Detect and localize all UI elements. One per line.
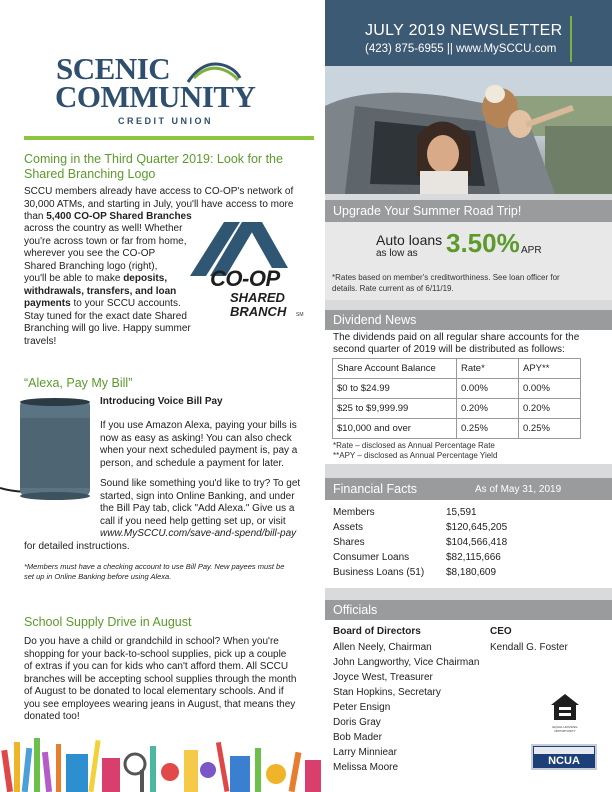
table-cell: 0.25% bbox=[457, 419, 519, 439]
coop-line: Shared Branching logo (right), bbox=[24, 260, 158, 272]
coop-line bbox=[24, 273, 167, 286]
board-title: Board of Directors bbox=[333, 626, 421, 637]
coop-logo-shared: SHARED bbox=[230, 290, 285, 305]
mountain-swoosh-icon bbox=[186, 56, 242, 86]
board-member: Doris Gray bbox=[333, 717, 381, 728]
alexa-line: call if you need help getting set up, or visit bbox=[100, 515, 286, 527]
alexa-line: Sound like something you'd like to try? To get bbox=[100, 478, 301, 489]
coop-logo-branch: BRANCH bbox=[230, 304, 287, 319]
echo-speaker-image bbox=[0, 398, 96, 502]
ceo-name: Kendall G. Foster bbox=[490, 642, 568, 653]
table-header-row bbox=[333, 359, 581, 379]
coop-logo-sm: SM bbox=[296, 312, 304, 318]
fact-label: Shares bbox=[333, 537, 365, 548]
fact-value: $8,180,609 bbox=[446, 567, 497, 578]
table-cell: 0.20% bbox=[457, 399, 519, 419]
logo-credit-union: CREDIT UNION bbox=[118, 116, 213, 126]
coop-line: Branching will go live. Happy summer bbox=[24, 323, 191, 334]
rate-note: *Rate – disclosed as Annual Percentage Rate bbox=[333, 441, 495, 450]
table-row bbox=[333, 379, 581, 399]
contact-line: (423) 875-6955 || www.MySCCU.com bbox=[365, 43, 557, 55]
alexa-line: now as easy as asking! You can also check bbox=[100, 432, 292, 444]
board-member: Melissa Moore bbox=[333, 762, 399, 773]
fact-value: $104,566,418 bbox=[446, 537, 508, 548]
dividend-intro-1: The dividends paid on all regular share accounts for the bbox=[333, 332, 580, 343]
header-green-rule bbox=[24, 136, 314, 140]
equal-housing-logo bbox=[550, 693, 580, 733]
school-line: of extras if you can for kids who can't afford them. All SCCU bbox=[24, 661, 289, 672]
table-cell: $25 to $9,999.99 bbox=[333, 399, 457, 419]
table-row bbox=[333, 419, 581, 439]
table-cell: 0.25% bbox=[519, 419, 581, 439]
board-member: Larry Minniear bbox=[333, 747, 397, 758]
house-icon bbox=[550, 693, 580, 721]
school-supplies-image bbox=[0, 730, 325, 792]
auto-loans-label: Auto loans bbox=[376, 232, 443, 248]
road-trip-photo bbox=[325, 66, 612, 194]
coop-p3-bold2: withdrawals, transfers, and loan bbox=[24, 285, 177, 297]
school-line: shopping for your back-to-school supplies, pick up a couple bbox=[24, 648, 287, 660]
alexa-footnote-1: *Members must have a checking account to use Bill Pay. New payees must be bbox=[24, 562, 285, 571]
equal-housing-text-2: OPPORTUNITY bbox=[554, 728, 576, 733]
speaker-icon bbox=[0, 398, 96, 502]
fact-value: $120,645,205 bbox=[446, 522, 508, 533]
alexa-line: the Bill Pay tab, click "Add Alexa." Give us a bbox=[100, 503, 295, 514]
apr-label: APR bbox=[521, 245, 542, 256]
coop-line bbox=[24, 298, 181, 311]
school-line: you see employees wearing jeans in August, that means they bbox=[24, 698, 296, 710]
alexa-line: when your next scheduled payment is, pay a bbox=[100, 445, 298, 456]
board-member: John Langworthy, Vice Chairman bbox=[333, 657, 480, 668]
coop-p1-bold: 5,400 CO-OP Shared Branches bbox=[46, 211, 192, 222]
coop-logo-text: CO-OP bbox=[210, 266, 280, 291]
alexa-subheading: Introducing Voice Bill Pay bbox=[100, 396, 223, 407]
school-line: donated too! bbox=[24, 711, 80, 722]
table-cell: 0.00% bbox=[519, 379, 581, 399]
board-member: Stan Hopkins, Secretary bbox=[333, 687, 441, 698]
financial-heading-bar bbox=[325, 478, 612, 500]
fact-label: Members bbox=[333, 507, 375, 518]
road-trip-note-1: *Rates based on member's creditworthiness. See loan officer for bbox=[332, 273, 560, 282]
financial-as-of: As of May 31, 2019 bbox=[475, 484, 562, 495]
dividend-table bbox=[332, 358, 581, 439]
school-line: Do you have a child or grandchild in school? When you're bbox=[24, 636, 279, 647]
fact-value: 15,591 bbox=[446, 507, 477, 518]
col-header-balance: Share Account Balance bbox=[333, 359, 457, 379]
coop-p3-pre: you'll be able to make bbox=[24, 273, 121, 284]
officials-heading-bar bbox=[325, 600, 612, 620]
board-member: Joyce West, Treasurer bbox=[333, 672, 433, 683]
coop-line: across the country as well! Whether bbox=[24, 223, 183, 234]
road-trip-heading-bar bbox=[325, 200, 612, 222]
table-cell: 0.00% bbox=[457, 379, 519, 399]
dividend-heading: Dividend News bbox=[333, 313, 417, 327]
coop-line: you're across town or far from home, bbox=[24, 235, 187, 247]
financial-heading: Financial Facts bbox=[333, 482, 418, 496]
officials-heading: Officials bbox=[333, 603, 378, 617]
as-low-as-label: as low as bbox=[376, 248, 418, 259]
school-line: branches will be accepting school supplies through the month bbox=[24, 673, 297, 685]
road-trip-note-2: details. Rate current as of 6/11/19. bbox=[332, 284, 454, 293]
table-cell: $0 to $24.99 bbox=[333, 379, 457, 399]
table-cell: 0.20% bbox=[519, 399, 581, 419]
coop-p3-post: to your SCCU accounts. bbox=[73, 298, 181, 309]
auto-loan-rate: 3.50% bbox=[446, 228, 520, 258]
fact-label: Business Loans (51) bbox=[333, 567, 425, 578]
apy-note: **APY – disclosed as Annual Percentage Yield bbox=[333, 451, 498, 460]
col-header-apy: APY** bbox=[519, 359, 581, 379]
table-row bbox=[333, 399, 581, 419]
ncua-text: NCUA bbox=[548, 755, 580, 767]
road-trip-heading: Upgrade Your Summer Road Trip! bbox=[333, 204, 522, 218]
road-trip-illustration bbox=[325, 66, 612, 194]
coop-shared-branch-logo bbox=[188, 220, 318, 328]
alexa-line: started, sign into Online Banking, and under bbox=[100, 490, 295, 502]
alexa-heading: “Alexa, Pay My Bill” bbox=[24, 376, 133, 390]
alexa-line: If you use Amazon Alexa, paying your bills is bbox=[100, 420, 297, 431]
coop-heading: Coming in the Third Quarter 2019: Look for the Shared Branching Logo bbox=[24, 152, 283, 181]
ncua-top-band bbox=[534, 747, 594, 754]
board-member: Bob Mader bbox=[333, 732, 382, 743]
board-member: Allen Neely, Chairman bbox=[333, 642, 432, 653]
coop-p3-bold3: payments bbox=[24, 298, 71, 309]
fact-label: Consumer Loans bbox=[333, 552, 410, 563]
table-cell: $10,000 and over bbox=[333, 419, 457, 439]
coop-line: Stay tuned for the exact date Shared bbox=[24, 310, 187, 322]
fact-value: $82,115,666 bbox=[446, 552, 501, 563]
fact-label: Assets bbox=[333, 522, 364, 533]
coop-p3-bold1: deposits, bbox=[123, 273, 168, 284]
board-member: Peter Ensign bbox=[333, 702, 391, 713]
dividend-heading-bar bbox=[325, 310, 612, 330]
school-supplies-illustration bbox=[0, 730, 325, 792]
bill-pay-link[interactable]: www.MySCCU.com/save-and-spend/bill-pay bbox=[100, 528, 297, 539]
logo-scenic: SCENIC bbox=[56, 51, 171, 86]
newsletter-title: JULY 2019 NEWSLETTER bbox=[365, 22, 563, 39]
alexa-footnote-2: set up in Online Banking before using Alexa. bbox=[24, 572, 172, 581]
coop-paragraph-1 bbox=[24, 186, 306, 224]
equal-housing-text-1: EQUAL HOUSING bbox=[552, 725, 578, 729]
col-header-rate: Rate* bbox=[457, 359, 519, 379]
ncua-logo bbox=[531, 744, 597, 770]
alexa-line: person, and schedule a payment for later. bbox=[100, 457, 285, 469]
coop-line: travels! bbox=[24, 335, 57, 347]
school-heading: School Supply Drive in August bbox=[24, 615, 192, 629]
header-accent-rule bbox=[570, 16, 572, 62]
ceo-title: CEO bbox=[490, 626, 512, 637]
alexa-line: for detailed instructions. bbox=[24, 540, 130, 552]
dividend-intro-2: second quarter of 2019 will be distributed as follows: bbox=[333, 344, 565, 355]
logo-community: COMMUNITY bbox=[55, 79, 256, 114]
school-line: of August to be donated to local elementary schools. And if bbox=[24, 686, 284, 697]
coop-p1-text: SCCU members already have access to CO-OP's network of 30,000 ATMs, and starting in July, you'll have access to more than bbox=[24, 186, 294, 222]
coop-line: wherever you see the CO-OP bbox=[24, 248, 156, 259]
